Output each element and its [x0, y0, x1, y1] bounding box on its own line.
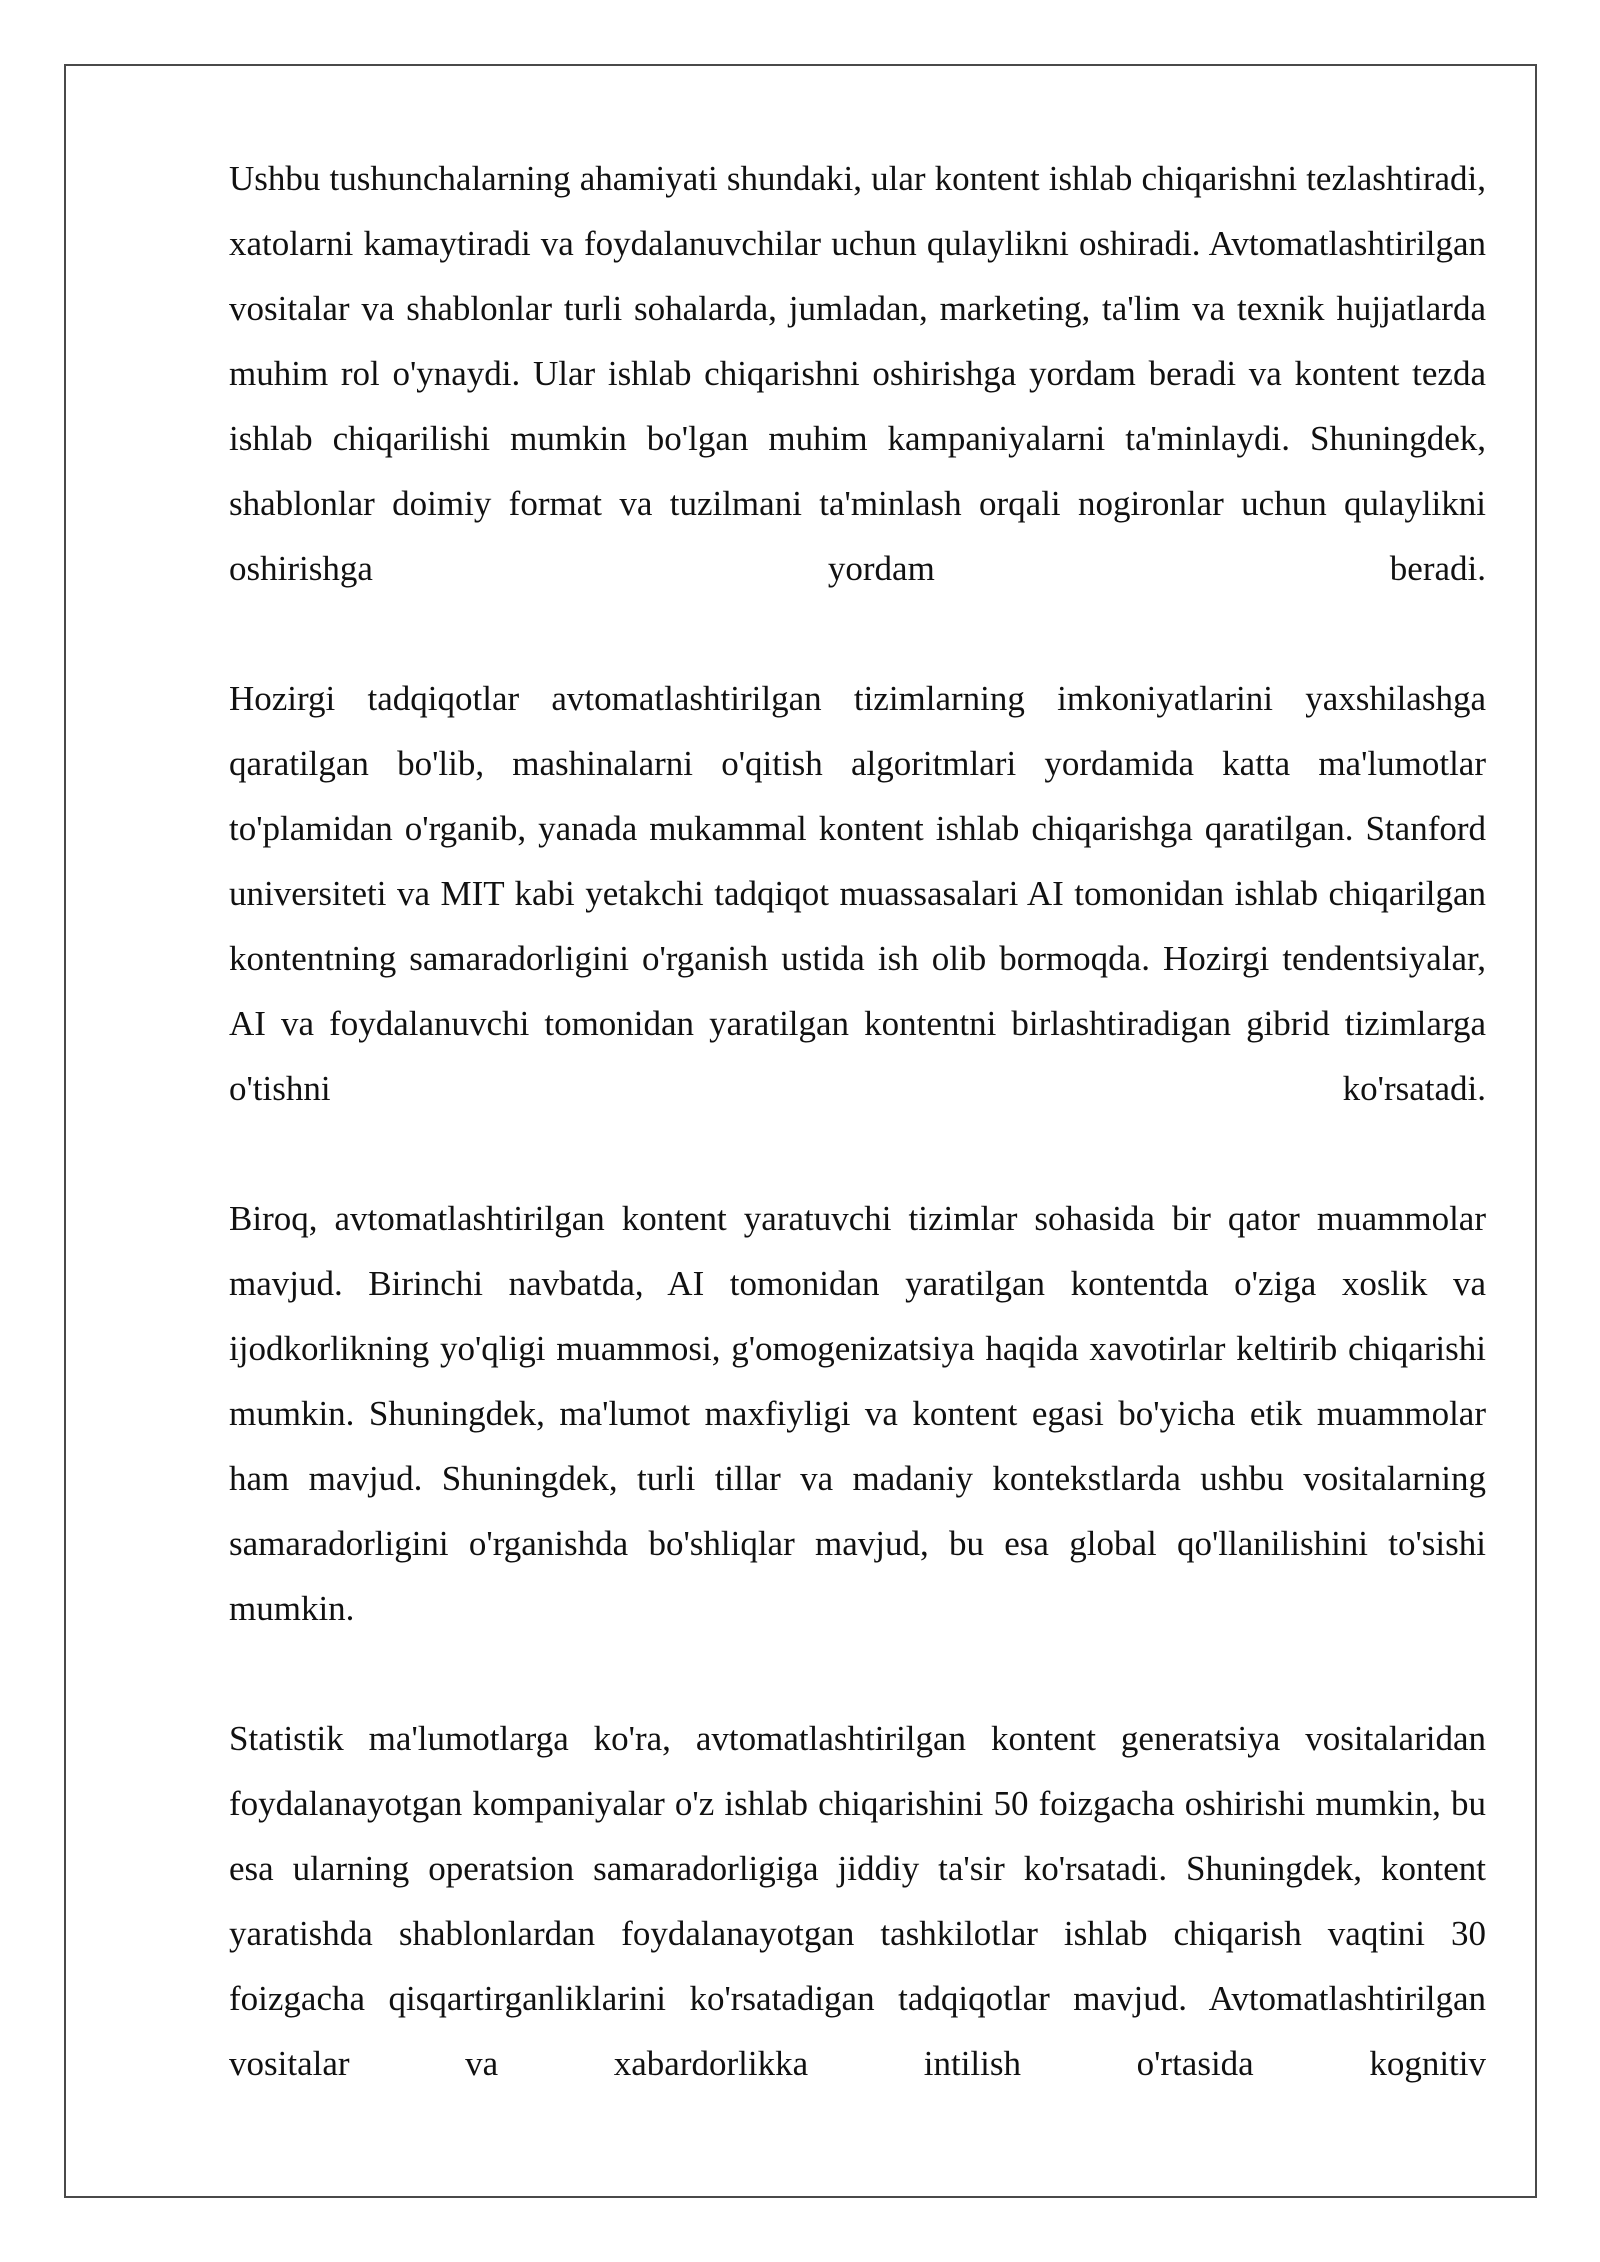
paragraph-3: Biroq, avtomatlashtirilgan kontent yaratuvchi tizimlar sohasida bir qator muammolar mavjud. Birinchi navbatda, AI tomonidan yaratilgan kontentda o'ziga xoslik va ijodkorlikning yo'qligi muammosi, g'omogenizatsiya haqida xavotirlar keltirib chiqarishi mumkin. Shuningdek, ma'lumot maxfiyligi va kontent egasi bo'yicha etik muammolar ham mavjud. Shuningdek, turli tillar va madaniy kontekstlarda ushbu vositalarning samaradorligini o'rganishda bo'shliqlar mavjud, bu esa global qo'llanilishini to'sishi mumkin.: [229, 1199, 1486, 1628]
paragraph-2: Hozirgi tadqiqotlar avtomatlashtirilgan tizimlarning imkoniyatlarini yaxshilashga qaratilgan bo'lib, mashinalarni o'qitish algoritmlari yordamida katta ma'lumotlar to'plamidan o'rganib, yanada mukammal kontent ishlab chiqarishga qaratilgan. Stanford universiteti va MIT kabi yetakchi tadqiqot muassasalari AI tomonidan ishlab chiqarilgan kontentning samaradorligini o'rganish ustida ish olib bormoqda. Hozirgi tendentsiyalar, AI va foydalanuvchi tomonidan yaratilgan kontentni birlashtiradigan gibrid tizimlarga o'tishni ko'rsatadi.: [229, 679, 1486, 1108]
paragraph-4: Statistik ma'lumotlarga ko'ra, avtomatlashtirilgan kontent generatsiya vositalaridan foydalanayotgan kompaniyalar o'z ishlab chiqarishini 50 foizgacha oshirishi mumkin, bu esa ularning operatsion samaradorligiga jiddiy ta'sir ko'rsatadi. Shuningdek, kontent yaratishda shablonlardan foydalanayotgan tashkilotlar ishlab chiqarish vaqtini 30 foizgacha qisqartirganliklarini ko'rsatadigan tadqiqotlar mavjud. Avtomatlashtirilgan vositalar va xabardorlikka intilish o'rtasida kognitiv: [229, 1719, 1486, 2083]
document-body: [229, 146, 1486, 2096]
paragraph-1: Ushbu tushunchalarning ahamiyati shundaki, ular kontent ishlab chiqarishni tezlashtiradi, xatolarni kamaytiradi va foydalanuvchilar uchun qulaylikni oshiradi. Avtomatlashtirilgan vositalar va shablonlar turli sohalarda, jumladan, marketing, ta'lim va texnik hujjatlarda muhim rol o'ynaydi. Ular ishlab chiqarishni oshirishga yordam beradi va kontent tezda ishlab chiqarilishi mumkin bo'lgan muhim kampaniyalarni ta'minlaydi. Shuningdek, shablonlar doimiy format va tuzilmani ta'minlash orqali nogironlar uchun qulaylikni oshirishga yordam beradi.: [229, 159, 1486, 588]
